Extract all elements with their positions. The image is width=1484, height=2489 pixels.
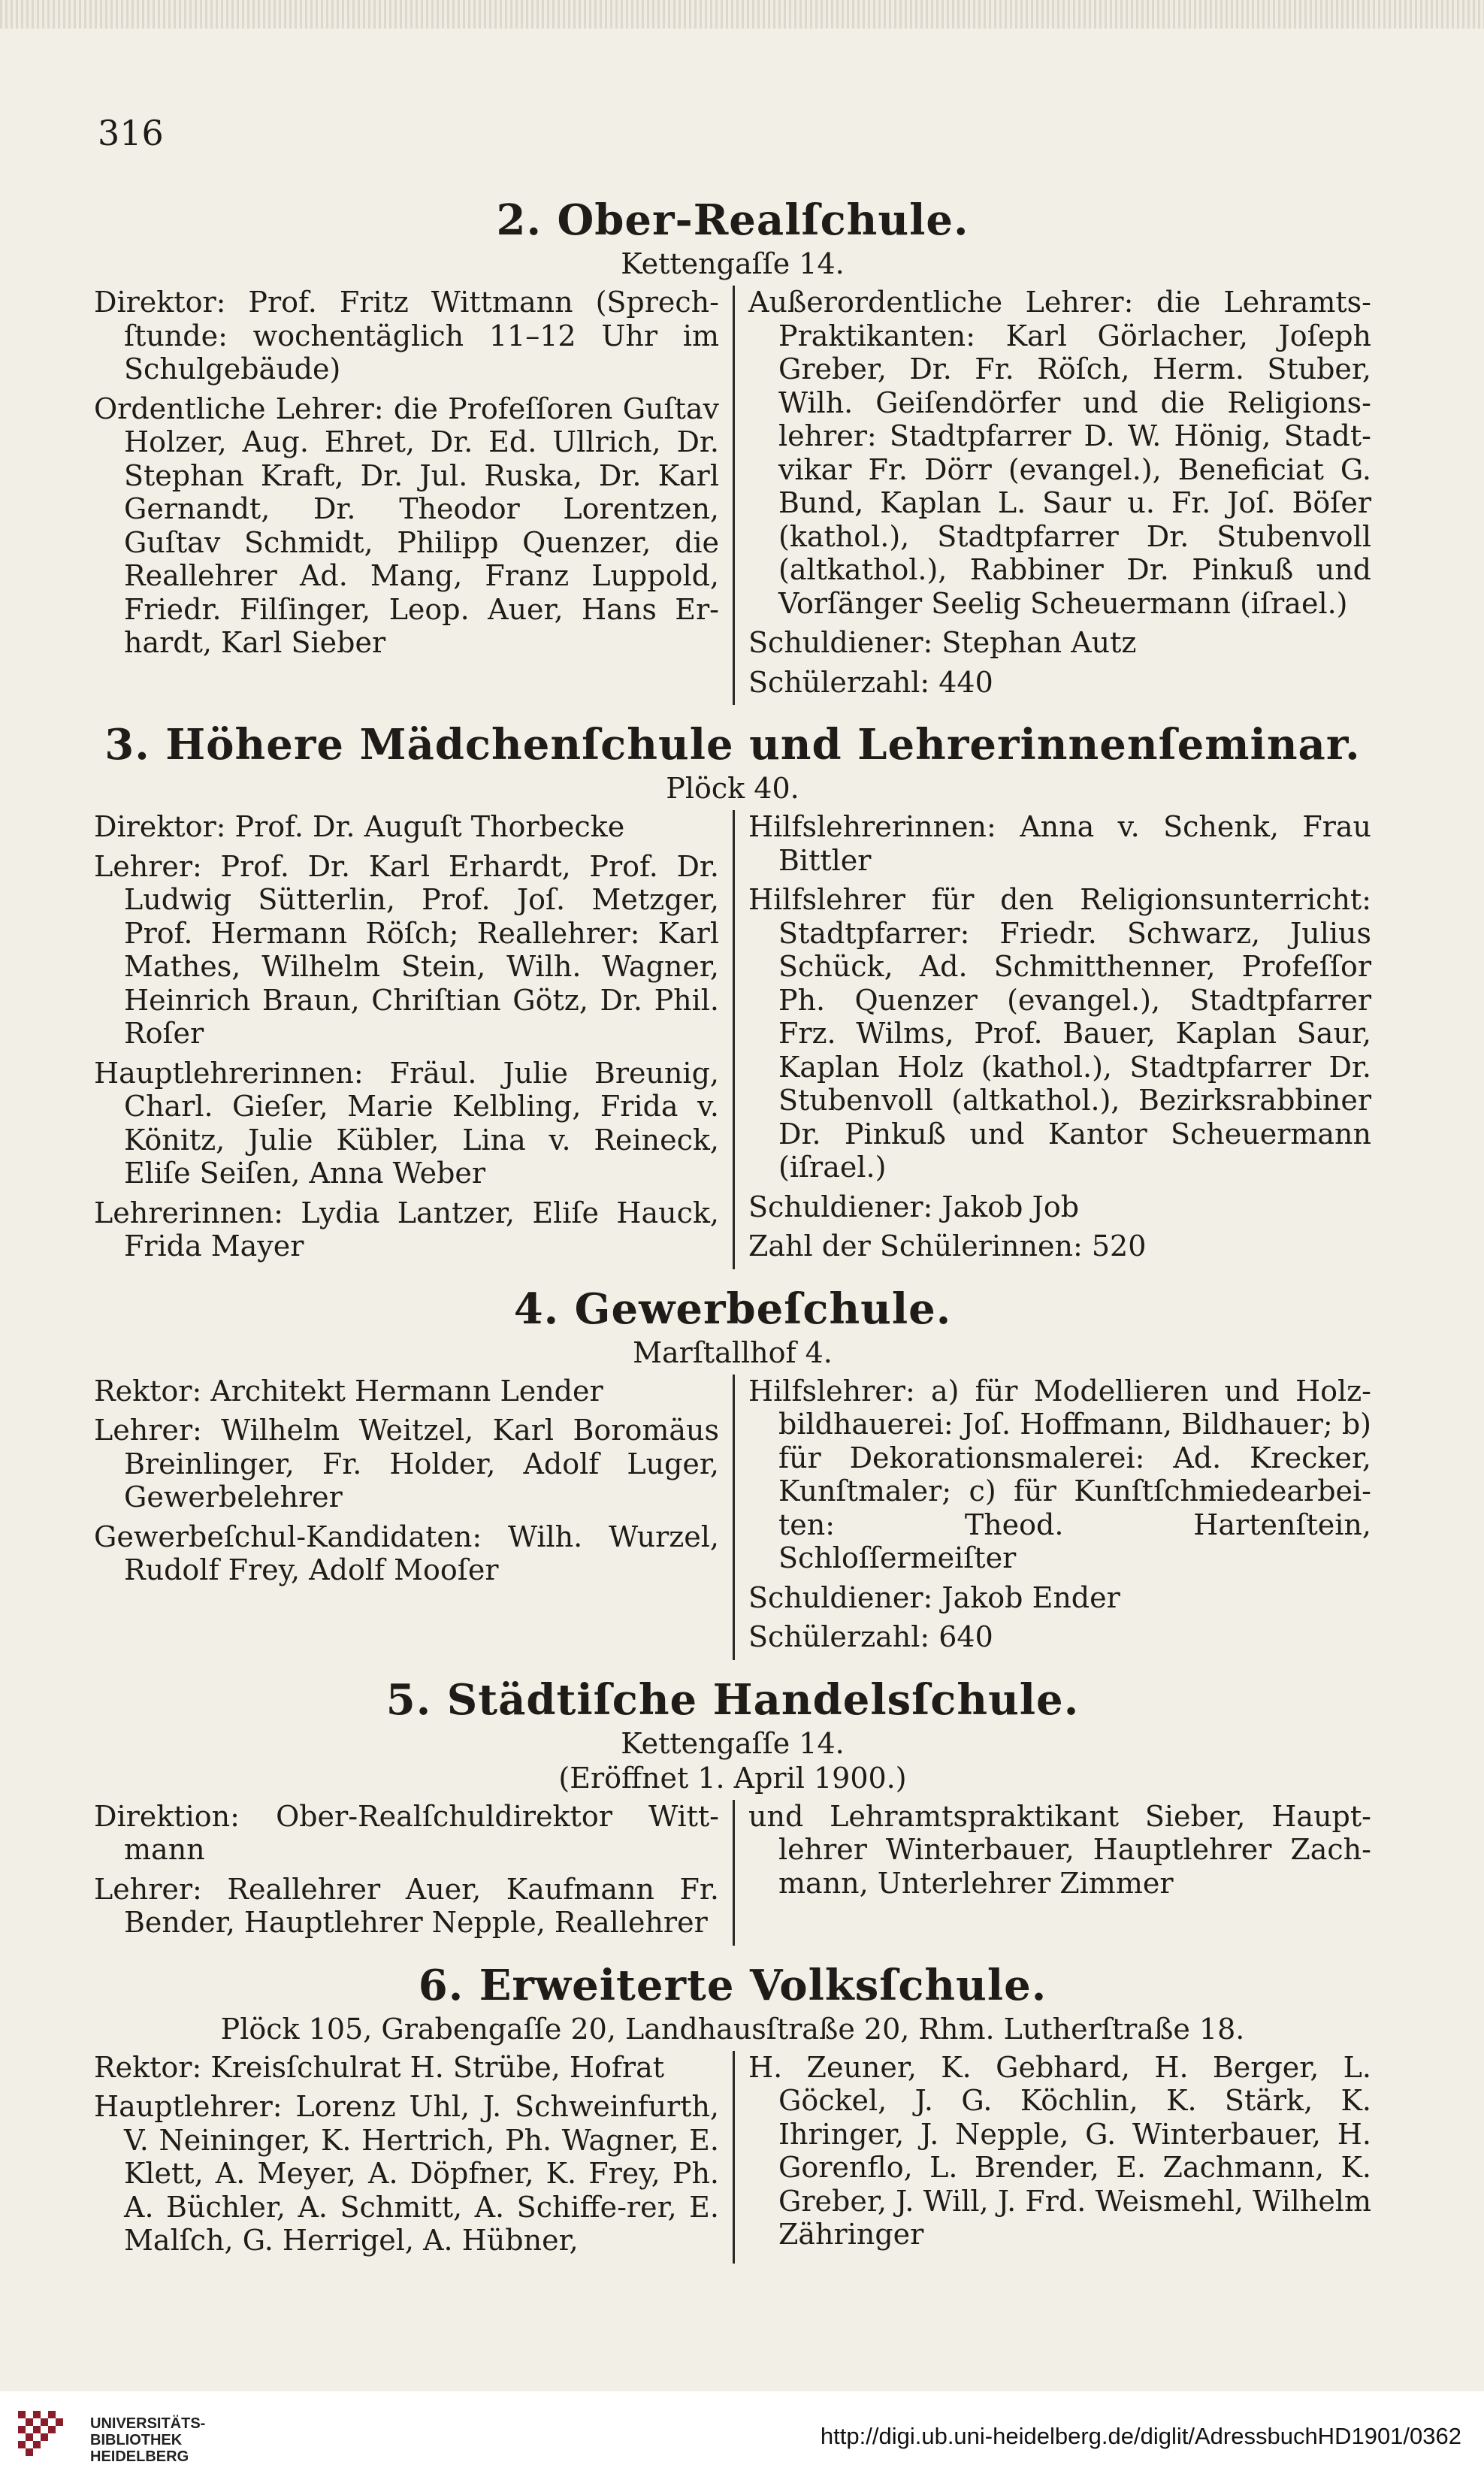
entry: Ordentliche Lehrer: die Profeſſoren Guſtav Holzer, Aug. Ehret, Dr. Ed. Ullrich, Dr. Stephan Kraft, Dr. Jul. Ruska, Dr. Karl Gernandt, Dr. Theodor Lorentzen, Guſtav Schmidt, Philipp Quenzer, die Reallehrer Ad. Mang, Franz Luppold, Friedr. Filſinger, Leop. Auer, Hans Er-hardt, Karl Sieber (94, 392, 719, 659)
left-column (94, 2051, 733, 2264)
section-address: Marſtallhof 4. (633, 1335, 833, 1369)
entry: Hilfslehrer für den Religionsunterricht: Stadtpfarrer: Friedr. Schwarz, Julius Schück, Ad. Schmitthenner, Profeſſor Ph. Quenzer (evangel.), Stadtpfarrer Frz. Wilms, Prof. Bauer, Kaplan Saur, Kaplan Holz (kathol.), Stadtpfarrer Dr. Stubenvoll (altkathol.), Bezirksrabbiner Dr. Pinkuß und Kantor Scheuermann (iſrael.) (748, 883, 1371, 1184)
page-body (94, 188, 1371, 2277)
entry: Lehrer: Wilhelm Weitzel, Karl Boromäus Breinlinger, Fr. Holder, Adolf Luger, Gewerbelehrer (94, 1414, 719, 1514)
entry: Lehrerinnen: Lydia Lantzer, Eliſe Hauck, Frida Mayer (94, 1196, 719, 1263)
entry: Schülerzahl: 640 (748, 1620, 993, 1653)
section-title: 3. Höhere Mädchenſchule und Lehrerinnenſeminar. (104, 720, 1361, 770)
scan-edge-strip (0, 0, 1484, 29)
source-url-link[interactable]: http://digi.ub.uni-heidelberg.de/diglit/AdressbuchHD1901/0362 (820, 2423, 1461, 2449)
entry: Direktor: Prof. Dr. Auguſt Thorbecke (94, 810, 625, 843)
two-column-block (94, 286, 1371, 705)
entry: Lehrer: Reallehrer Auer, Kaufmann Fr. Bender, Hauptlehrer Nepple, Reallehrer (94, 1872, 719, 1939)
section-address: Plöck 40. (666, 772, 799, 805)
library-name (90, 2415, 205, 2465)
entry: Schuldiener: Jakob Job (748, 1190, 1080, 1223)
entry: Schuldiener: Jakob Ender (748, 1580, 1120, 1614)
entry: Hauptlehrer: Lorenz Uhl, J. Schweinfurth, V. Neininger, K. Hertrich, Ph. Wagner, E. Klett, A. Meyer, A. Döpfner, K. Frey, Ph. A. Büchler, A. Schmitt, A. Schiffe-rer, E. Malſch, G. Herrigel, A. Hübner, (94, 2090, 719, 2257)
page-number: 316 (98, 113, 164, 153)
library-name-line: HEIDELBERG (90, 2448, 189, 2465)
entry: Rektor: Architekt Hermann Lender (94, 1374, 603, 1408)
section-address: Kettengaſſe 14. (621, 247, 845, 280)
left-column (94, 810, 733, 1269)
library-name-line: UNIVERSITÄTS- (90, 2415, 206, 2432)
entry: Hauptlehrerinnen: Fräul. Julie Breunig, Charl. Gieſer, Marie Kelbling, Frida v. Könitz, Julie Kübler, Lina v. Reineck, Eliſe Seiſen, Anna Weber (94, 1056, 719, 1190)
right-column (733, 286, 1371, 705)
section-ober-realschule (94, 194, 1371, 705)
section-handelsschule (94, 1674, 1371, 1946)
section-title: 2. Ober-Realſchule. (496, 195, 969, 245)
section-address: Kettengaſſe 14. (621, 1726, 845, 1760)
section-hoehere-maedchenschule (94, 718, 1371, 1269)
two-column-block (94, 1375, 1371, 1660)
entry: und Lehramtspraktikant Sieber, Haupt-lehrer Winterbauer, Hauptlehrer Zach-mann, Unterlehrer Zimmer (748, 1799, 1371, 1900)
left-column (94, 286, 733, 705)
entry: Hilfslehrerinnen: Anna v. Schenk, Frau Bittler (748, 810, 1371, 877)
two-column-block (94, 2051, 1371, 2264)
entry: Rektor: Kreisſchulrat H. Strübe, Hofrat (94, 2050, 665, 2084)
right-column (733, 1800, 1371, 1946)
entry: Lehrer: Prof. Dr. Karl Erhardt, Prof. Dr. Ludwig Sütterlin, Prof. Joſ. Metzger, Prof. Hermann Röſch; Reallehrer: Karl Mathes, Wilhelm Stein, Wilh. Wagner, Heinrich Braun, Chriſtian Götz, Dr. Phil. Roſer (94, 849, 719, 1050)
entry: Schülerzahl: 440 (748, 665, 993, 699)
entry: Hilfslehrer: a) für Modellieren und Holz-bildhauerei: Joſ. Hoffmann, Bildhauer; b) für Dekorationsmalerei: Ad. Krecker, Kunſtmaler; c) für Kunſtſchmiedearbei-ten: Theod. Hartenſtein, Schloſſermeiſter (748, 1374, 1371, 1574)
left-column (94, 1375, 733, 1660)
entry: Außerordentliche Lehrer: die Lehramts-Praktikanten: Karl Görlacher, Joſeph Greber, Dr. Fr. Röſch, Herm. Stuber, Wilh. Geiſendörfer und die Religions-lehrer: Stadtpfarrer D. W. Hönig, Stadt-vikar Fr. Dörr (evangel.), Beneficiat G. Bund, Kaplan L. Saur u. Fr. Joſ. Böſer (kathol.), Stadtpfarrer Dr. Stubenvoll (altkathol.), Rabbiner Dr. Pinkuß und Vorſänger Seelig Scheuermann (iſrael.) (748, 286, 1371, 620)
section-title: 5. Städtiſche Handelsſchule. (385, 1674, 1080, 1725)
section-address: Plöck 105, Grabengaſſe 20, Landhausſtraße 20, Rhm. Lutherſtraße 18. (220, 2012, 1245, 2046)
library-logo-icon (15, 2408, 78, 2471)
section-gewerbeschule (94, 1283, 1371, 1660)
entry: Direktor: Prof. Fritz Wittmann (Sprech-ſtunde: wochentäglich 11–12 Uhr im Schulgebäude) (94, 286, 719, 386)
right-column (733, 810, 1371, 1269)
entry: H. Zeuner, K. Gebhard, H. Berger, L. Göckel, J. G. Köchlin, K. Stärk, K. Ihringer, J. Nepple, G. Winterbauer, H. Gorenflo, L. Brender, E. Zachmann, K. Greber, J. Will, J. Frd. Weismehl, Wilhelm Zähringer (748, 2050, 1371, 2251)
section-title: 4. Gewerbeſchule. (513, 1284, 952, 1334)
entry: Zahl der Schülerinnen: 520 (748, 1229, 1147, 1263)
section-erweiterte-volksschule (94, 1959, 1371, 2264)
entry: Schuldiener: Stephan Autz (748, 626, 1137, 659)
right-column (733, 2051, 1371, 2264)
entry: Direktion: Ober-Realſchuldirektor Witt-mann (94, 1799, 719, 1866)
section-opening-note: (Eröffnet 1. April 1900.) (558, 1761, 907, 1795)
two-column-block (94, 1800, 1371, 1946)
two-column-block (94, 810, 1371, 1269)
entry: Gewerbeſchul-Kandidaten: Wilh. Wurzel, Rudolf Frey, Adolf Mooſer (94, 1520, 719, 1586)
left-column (94, 1800, 733, 1946)
right-column (733, 1375, 1371, 1660)
section-title: 6. Erweiterte Volksſchule. (418, 1960, 1047, 2010)
library-name-line: BIBLIOTHEK (90, 2432, 183, 2448)
footer-bar (0, 2391, 1484, 2489)
